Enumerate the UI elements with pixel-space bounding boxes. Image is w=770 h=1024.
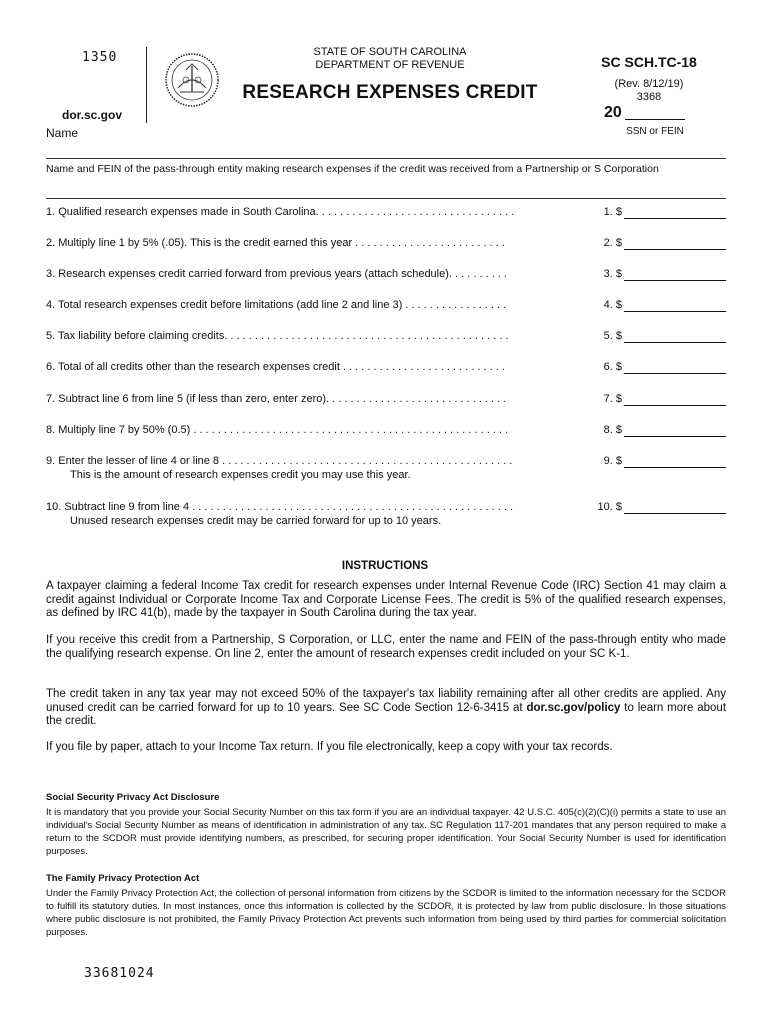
revision-block xyxy=(590,78,708,104)
amount-field[interactable] xyxy=(624,218,726,219)
line-subtext: Unused research expenses credit may be carried forward for up to 10 years. xyxy=(70,515,442,527)
family-privacy-text: Under the Family Privacy Protection Act, the collection of personal information from citizens by the SCDOR is limited to the information necessary for the SCDOR to fulfill its statutory duties. In most instances, once this information is collected by the SCDOR, it is protected by law from public disclosure. In those situations where public disclosure is not prohibited, the Family Privacy Protection Act prevents such information from being used by third parties for commercial solicitation purposes. xyxy=(46,888,726,938)
form-code: 1350 xyxy=(82,50,118,65)
ssn-fein-label: SSN or FEIN xyxy=(626,126,684,137)
line-description: 4. Total research expenses credit before limitations (add line 2 and line 3) . . . . . . . . . . . . . . . . . xyxy=(46,299,507,311)
amount-field[interactable] xyxy=(624,405,726,406)
tax-year-field[interactable] xyxy=(625,119,685,120)
line-description: 6. Total of all credits other than the research expenses credit . . . . . . . . . . . . . . . . . . . . . . . . . . . xyxy=(46,361,505,373)
line-number-label: 1. $ xyxy=(603,206,622,218)
amount-field[interactable] xyxy=(624,373,726,374)
tax-year-prefix: 20 xyxy=(604,104,622,121)
barcode-number: 33681024 xyxy=(84,966,155,981)
line-number-label: 2. $ xyxy=(603,237,622,249)
state-name: STATE OF SOUTH CAROLINA xyxy=(313,46,467,58)
instructions-paragraph-1: A taxpayer claiming a federal Income Tax credit for research expenses under Internal Revenue Code (IRC) Section 41 may claim a credit against Individual or Corporate Income Tax and Corporate License Fees. The credit is 5% of the qualified research expenses, as defined by IRC 41(b), made by the taxpayer in South Carolina during the tax year. xyxy=(46,580,726,619)
amount-field[interactable] xyxy=(624,513,726,514)
line-description: 3. Research expenses credit carried forward from previous years (attach schedule). . . . . . . . . . xyxy=(46,268,507,280)
state-seal-icon xyxy=(164,52,220,108)
instructions-paragraph-2: If you receive this credit from a Partnership, S Corporation, or LLC, enter the name and FEIN of the pass-through entity who made the qualifying research expense. On line 2, enter the amount of research expenses credit included on your SC K-1. xyxy=(46,634,726,660)
website-label: dor.sc.gov xyxy=(62,108,123,122)
line-description: 7. Subtract line 6 from line 5 (if less than zero, enter zero). . . . . . . . . . . . . . . . . . . . . . . . . . . . . . xyxy=(46,393,507,405)
form-title: RESEARCH EXPENSES CREDIT xyxy=(242,82,538,103)
passthrough-field-line[interactable] xyxy=(46,198,726,199)
line-description: 10. Subtract line 9 from line 4 . . . . . . . . . . . . . . . . . . . . . . . . . . . . . . . . . . . . . . . . . . . . . . . . . . . . . xyxy=(46,501,514,513)
state-heading xyxy=(230,46,550,72)
amount-field[interactable] xyxy=(624,249,726,250)
line-number-label: 9. $ xyxy=(603,455,622,467)
instructions-paragraph-3-end: to learn more about the credit. xyxy=(46,701,727,727)
amount-field[interactable] xyxy=(624,436,726,437)
name-label: Name xyxy=(46,126,79,140)
line-number-label: 5. $ xyxy=(603,330,622,342)
family-privacy-title: The Family Privacy Protection Act xyxy=(46,873,200,884)
line-number-label: 7. $ xyxy=(603,393,622,405)
line-number-label: 10. $ xyxy=(597,501,622,513)
amount-field[interactable] xyxy=(624,467,726,468)
name-field-line[interactable] xyxy=(46,158,726,159)
line-number-label: 4. $ xyxy=(603,299,622,311)
amount-field[interactable] xyxy=(624,311,726,312)
line-number-label: 8. $ xyxy=(603,424,622,436)
revision-date: (Rev. 8/12/19) xyxy=(614,78,684,90)
line-description: 1. Qualified research expenses made in South Carolina. . . . . . . . . . . . . . . . . . . . . . . . . . . . . . . . . xyxy=(46,206,515,218)
line-description: 8. Multiply line 7 by 50% (0.5) . . . . . . . . . . . . . . . . . . . . . . . . . . . . . . . . . . . . . . . . . . . . . . . . . . . . xyxy=(46,424,509,436)
ssn-privacy-title: Social Security Privacy Act Disclosure xyxy=(46,792,220,803)
policy-link[interactable]: dor.sc.gov/policy xyxy=(526,701,621,714)
line-number-label: 6. $ xyxy=(603,361,622,373)
instructions-paragraph-3 xyxy=(46,688,726,729)
instructions-paragraph-4: If you file by paper, attach to your Income Tax return. If you file electronically, keep a copy with your tax records. xyxy=(46,741,613,753)
line-description: 5. Tax liability before claiming credits. . . . . . . . . . . . . . . . . . . . . . . . . . . . . . . . . . . . . . . . . . . . . . . xyxy=(46,330,509,342)
line-subtext: This is the amount of research expenses credit you may use this year. xyxy=(70,469,411,481)
amount-field[interactable] xyxy=(624,280,726,281)
amount-field[interactable] xyxy=(624,342,726,343)
department-name: DEPARTMENT OF REVENUE xyxy=(315,59,465,71)
line-number-label: 3. $ xyxy=(603,268,622,280)
form-id: SC SCH.TC-18 xyxy=(601,54,697,70)
instructions-paragraph-3-start: The credit taken in any tax year may not exceed 50% of the taxpayer's tax liability remaining after all other credits are applied. Any unused credit can be carried forward for up to 10 years. See SC Code Section 12-6-3415 at xyxy=(46,688,726,714)
instructions-title: INSTRUCTIONS xyxy=(341,560,429,572)
header-divider xyxy=(146,47,147,123)
ssn-privacy-text: It is mandatory that you provide your Social Security Number on this tax form if you are an individual taxpayer. 42 U.S.C. 405(c)(2)(C)(i) permits a state to use an individual's Social Security Number as means of identification in administration of any tax. SC Regulation 117-201 mandates that any person required to make a return to the SCDOR must provide identifying numbers, as prescribed, for securing proper identification. Your Social Security Number is used for identification purposes. xyxy=(46,807,726,857)
passthrough-label: Name and FEIN of the pass-through entity making research expenses if the credit was received from a Partnership or S Corporation xyxy=(46,163,659,175)
line-description: 2. Multiply line 1 by 5% (.05). This is the credit earned this year . . . . . . . . . . . . . . . . . . . . . . . . . xyxy=(46,237,505,249)
line-description: 9. Enter the lesser of line 4 or line 8 . . . . . . . . . . . . . . . . . . . . . . . . . . . . . . . . . . . . . . . . . . . . . . . . xyxy=(46,455,513,467)
revision-code: 3368 xyxy=(636,91,662,103)
